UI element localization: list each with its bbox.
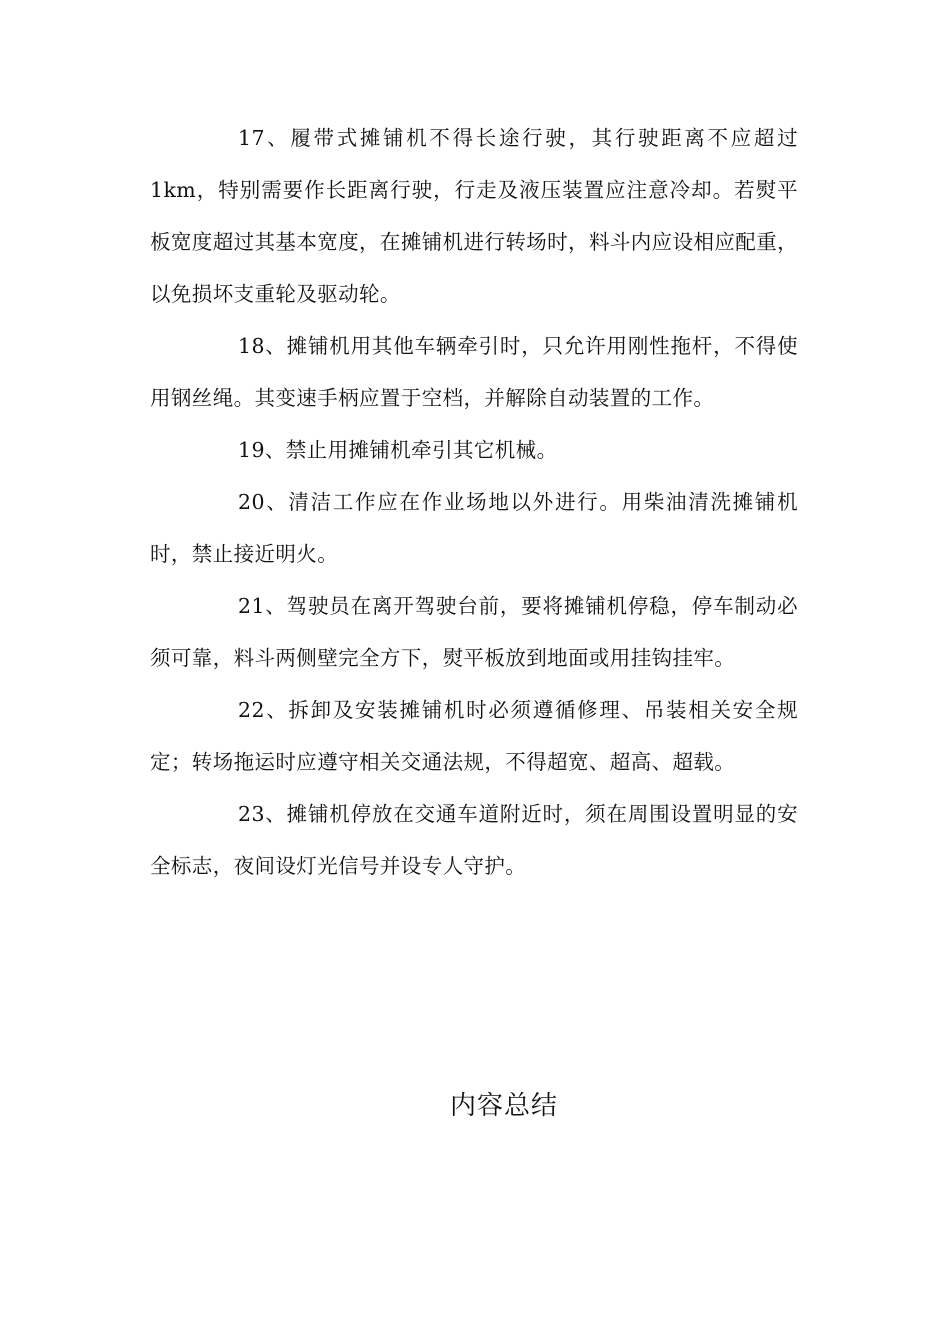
paragraph-17: 17、履带式摊铺机不得长途行驶，其行驶距离不应超过1km，特别需要作长距离行驶，行走及液压装置应注意冷却。若熨平板宽度超过其基本宽度，在摊铺机进行转场时，料斗内应设相应配重，以免损坏支重轮及驱动轮。 [150,126,798,306]
paragraph-21: 21、驾驶员在离开驾驶台前，要将摊铺机停稳，停车制动必须可靠，料斗两侧壁完全方下，熨平板放到地面或用挂钩挂牢。 [150,594,798,670]
summary-heading: 内容总结 [449,1091,558,1121]
paragraph-20: 20、清洁工作应在作业场地以外进行。用柴油清洗摊铺机时，禁止接近明火。 [150,490,798,566]
paragraph-18: 18、摊铺机用其他车辆牵引时，只允许用刚性拖杆，不得使用钢丝绳。其变速手柄应置于空档，并解除自动装置的工作。 [150,334,798,410]
paragraph-19: 19、禁止用摊铺机牵引其它机械。 [238,438,558,462]
paragraph-23: 23、摊铺机停放在交通车道附近时，须在周围设置明显的安全标志，夜间设灯光信号并设专人守护。 [150,802,798,878]
body-text [150,112,798,892]
paragraph-22: 22、拆卸及安装摊铺机时必须遵循修理、吊装相关安全规定；转场拖运时应遵守相关交通法规，不得超宽、超高、超载。 [150,698,798,774]
